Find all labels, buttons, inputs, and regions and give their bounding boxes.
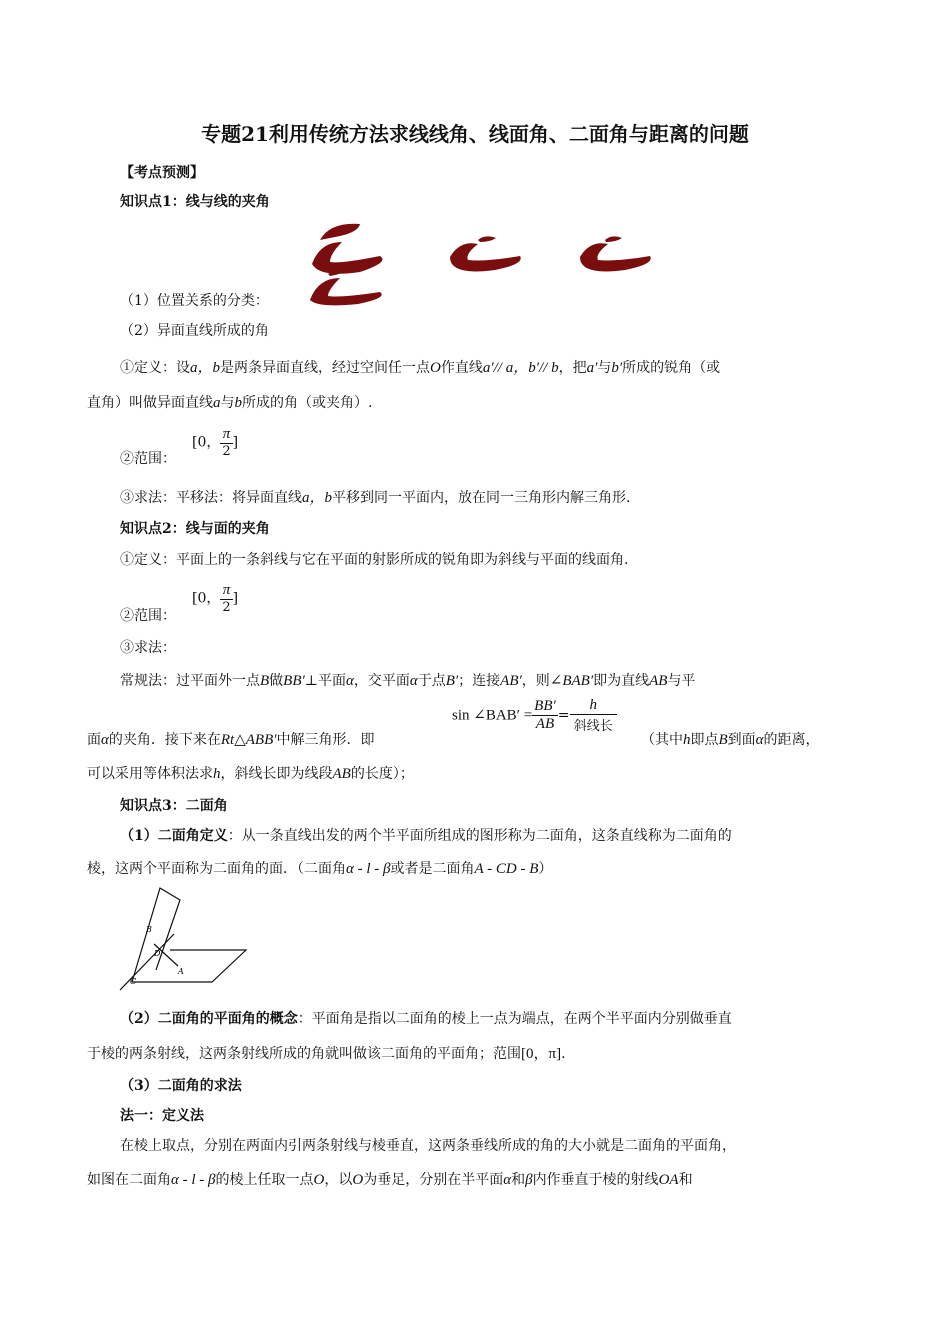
kp1-method-a: ③求法：平移法：将异面直线 bbox=[120, 490, 302, 506]
math-h-2: h bbox=[213, 766, 221, 782]
kp3-d2-line2 bbox=[87, 1042, 566, 1063]
kp3-d2-b: 于棱的两条射线，这两条射线所成的角就叫做该二面角的平面角；范围 bbox=[87, 1046, 521, 1062]
kp2-p1-d: ，交平面 bbox=[353, 673, 410, 689]
math-h: h bbox=[683, 732, 691, 748]
kp1-def-i: 所成的角（或夹角）. bbox=[242, 395, 373, 411]
range-close-2: ] bbox=[232, 590, 239, 607]
math-a: a bbox=[213, 395, 221, 411]
kp3-d3: （3）二面角的求法 bbox=[120, 1078, 242, 1094]
kp1-range-value bbox=[192, 426, 238, 459]
kp1-heading: 知识点1：线与线的夹角 bbox=[120, 194, 270, 210]
range-open-2: [0， bbox=[192, 590, 221, 607]
kp3-d2-c: . bbox=[561, 1046, 566, 1062]
math-B-2: B bbox=[718, 732, 728, 748]
kp2-p3-b: ，斜线长即为线段 bbox=[220, 766, 333, 782]
math-dihedral2: A - CD - B bbox=[474, 861, 539, 877]
math-dihedral-2: α - l - β bbox=[171, 1172, 216, 1188]
frac-num: π bbox=[220, 426, 232, 444]
kp3-d2-line1 bbox=[120, 1008, 732, 1028]
kp1-def-d: ，把 bbox=[558, 360, 587, 376]
kp2-p2-b: 的夹角．接下来在 bbox=[108, 732, 221, 748]
frac-den: 2 bbox=[222, 444, 231, 459]
kp3-m1-f: 和 bbox=[511, 1172, 526, 1188]
kp1-item1: （1）位置关系的分类： bbox=[120, 293, 269, 309]
kp2-p1-f: ；连接 bbox=[458, 673, 501, 689]
kp3-d1-line2 bbox=[87, 858, 552, 878]
kp2-p2-c: 中解三角形．即 bbox=[276, 732, 375, 748]
kp3-m1-d: ，以 bbox=[324, 1172, 353, 1188]
kp2-p2-d: （其中 bbox=[641, 732, 683, 748]
kp3-m1: 法一：定义法 bbox=[120, 1108, 204, 1124]
math-alpha: α bbox=[345, 673, 354, 689]
kp2-p3 bbox=[87, 763, 414, 783]
math-o: O bbox=[430, 360, 441, 376]
kp3-m1-e: 为垂足，分别在半平面 bbox=[363, 1172, 504, 1188]
kp3-m1-h: 和 bbox=[678, 1172, 693, 1188]
kp2-p1-g: ，则 bbox=[521, 673, 550, 689]
sin-frac-1-num: BB′ bbox=[534, 698, 556, 714]
kp2-p1-c: 平面 bbox=[317, 673, 346, 689]
kp1-method bbox=[120, 486, 630, 507]
frac-num-2: π bbox=[220, 582, 232, 600]
math-O-2: O bbox=[313, 1172, 325, 1188]
kp2-method-label: ③求法： bbox=[120, 640, 176, 656]
kp1-def-b: 是两条异面直线，经过空间任一点 bbox=[220, 360, 431, 376]
kp2-p1-b: 做 bbox=[269, 673, 284, 689]
kp1-def-e: 与 bbox=[597, 360, 612, 376]
kp1-def-line1 bbox=[120, 356, 720, 377]
math-range-pi: [0，π] bbox=[521, 1046, 562, 1062]
kp2-p2-a: 面 bbox=[87, 732, 101, 748]
kp3-d1-c: 或者是二面角 bbox=[390, 861, 475, 877]
math-AB-2: AB bbox=[332, 766, 351, 782]
kp1-range-label: ②范围： bbox=[120, 451, 176, 467]
kp3-d1-line1 bbox=[120, 825, 732, 845]
label-A: A bbox=[178, 967, 184, 976]
kp2-def: ①定义：平面上的一条斜线与它在平面的射影所成的锐角即为斜线与平面的线面角. bbox=[120, 552, 629, 568]
kp3-m1-line1: 在棱上取点，分别在两面内引两条射线与棱垂直，这两条垂线所成的角的大小就是二面角的平面角， bbox=[120, 1138, 736, 1154]
sin-frac-2-num: h bbox=[570, 697, 618, 715]
kp3-m1-g: 内作垂直于棱的射线 bbox=[532, 1172, 659, 1188]
kp3-d2-bold: （2）二面角的平面角的概念 bbox=[120, 1011, 298, 1027]
page-title: 专题21利用传统方法求线线角、线面角、二面角与距离的问题 bbox=[201, 122, 749, 146]
math-Bp: B′ bbox=[445, 673, 459, 689]
sin-eq: = bbox=[557, 707, 570, 724]
math-AB: AB bbox=[649, 673, 668, 689]
glyph-group bbox=[310, 224, 651, 306]
dihedral-angle-figure bbox=[112, 884, 252, 992]
kp1-def-f: 所成的锐角（或 bbox=[622, 360, 721, 376]
math-BBp: BB′ bbox=[283, 673, 305, 689]
kp3-heading: 知识点3：二面角 bbox=[120, 798, 228, 814]
kp2-p3-c: 的长度）； bbox=[350, 766, 414, 782]
section-header: 【考点预测】 bbox=[120, 165, 204, 181]
math-O-3: O bbox=[352, 1172, 364, 1188]
kp2-p1-e: 于点 bbox=[417, 673, 446, 689]
broken-glyph-icon bbox=[300, 212, 660, 307]
sin-frac-1-den: AB bbox=[535, 716, 555, 732]
math-OA: OA bbox=[658, 1172, 679, 1188]
math-alpha-5: α bbox=[503, 1172, 512, 1188]
sin-frac-1 bbox=[532, 698, 558, 733]
math-ABp: AB′ bbox=[500, 673, 522, 689]
kp2-p1-h: 即为直线 bbox=[593, 673, 650, 689]
kp2-p2-f: 到面 bbox=[727, 732, 756, 748]
kp1-def-a: ①定义：设 bbox=[120, 360, 190, 376]
math-angle: ∠BAB′ bbox=[549, 673, 594, 689]
kp1-def-h: 与 bbox=[220, 395, 235, 411]
label-C: C bbox=[130, 977, 137, 986]
kp3-d1-bold: （1）二面角定义 bbox=[120, 828, 228, 844]
pi-over-2-b bbox=[220, 582, 232, 615]
sin-lhs: sin ∠BAB′ = bbox=[452, 707, 533, 724]
kp1-item2: （2）异面直线所成的角 bbox=[120, 323, 269, 339]
kp1-method-b: 平移到同一平面内，放在同一三角形内解三角形. bbox=[332, 490, 631, 506]
lower-plane bbox=[132, 950, 246, 982]
kp2-p3-a: 可以采用等体积法求 bbox=[87, 766, 213, 782]
kp3-d1-b: 棱，这两个平面称为二面角的面．（二面角 bbox=[87, 861, 346, 877]
kp2-p1-i: 与平 bbox=[667, 673, 696, 689]
math-rt: Rt△ABB′ bbox=[220, 732, 277, 748]
kp3-m1-line2 bbox=[87, 1169, 693, 1189]
kp2-range-value bbox=[192, 582, 238, 615]
math-ab-2: a，b bbox=[302, 490, 333, 506]
math-alpha-3: α bbox=[101, 732, 109, 748]
math-dihedral: α - l - β bbox=[346, 861, 391, 877]
math-B: B bbox=[260, 673, 270, 689]
kp3-d1-a: ：从一条直线出发的两个半平面所组成的图形称为二面角，这条直线称为二面角的 bbox=[227, 828, 732, 844]
pi-over-2 bbox=[220, 426, 232, 459]
kp2-range-label: ②范围： bbox=[120, 608, 176, 624]
kp2-p2-left bbox=[87, 729, 375, 749]
math-ab: a，b bbox=[190, 360, 221, 376]
math-b-prime: b′ bbox=[611, 360, 623, 376]
math-b: b bbox=[234, 395, 242, 411]
math-beta: β bbox=[525, 1172, 533, 1188]
math-alpha-4: α bbox=[755, 732, 764, 748]
kp1-def-g: 直角）叫做异面直线 bbox=[87, 395, 213, 411]
kp3-d1-d: ） bbox=[538, 861, 553, 877]
range-open: [0， bbox=[192, 434, 221, 451]
label-B: B bbox=[146, 925, 152, 934]
kp2-heading: 知识点2：线与面的夹角 bbox=[120, 521, 270, 537]
sine-formula bbox=[452, 697, 617, 734]
math-parallel: a′// a，b′// b bbox=[482, 360, 559, 376]
kp2-p2-g: 的距离， bbox=[763, 732, 820, 748]
kp3-d2-a: ：平面角是指以二面角的棱上一点为端点，在两个半平面内分别做垂直 bbox=[297, 1011, 732, 1027]
kp3-m1-c: 的棱上任取一点 bbox=[215, 1172, 314, 1188]
frac-den-2: 2 bbox=[222, 600, 231, 615]
math-perp: ⊥ bbox=[304, 673, 318, 689]
kp1-def-c: 作直线 bbox=[440, 360, 483, 376]
math-alpha-2: α bbox=[409, 673, 418, 689]
kp3-m1-b: 如图在二面角 bbox=[87, 1172, 171, 1188]
range-close: ] bbox=[232, 434, 239, 451]
sin-frac-2-den: 斜线长 bbox=[573, 719, 613, 734]
math-a-prime: a′ bbox=[586, 360, 598, 376]
kp2-p1 bbox=[120, 670, 695, 690]
kp2-p1-a: 常规法：过平面外一点 bbox=[120, 673, 260, 689]
sin-frac-2 bbox=[570, 697, 618, 734]
kp2-p2-right bbox=[641, 729, 820, 749]
label-D: D bbox=[154, 949, 161, 958]
kp2-p2-e: 即点 bbox=[690, 732, 719, 748]
kp1-def-line2 bbox=[87, 392, 372, 412]
